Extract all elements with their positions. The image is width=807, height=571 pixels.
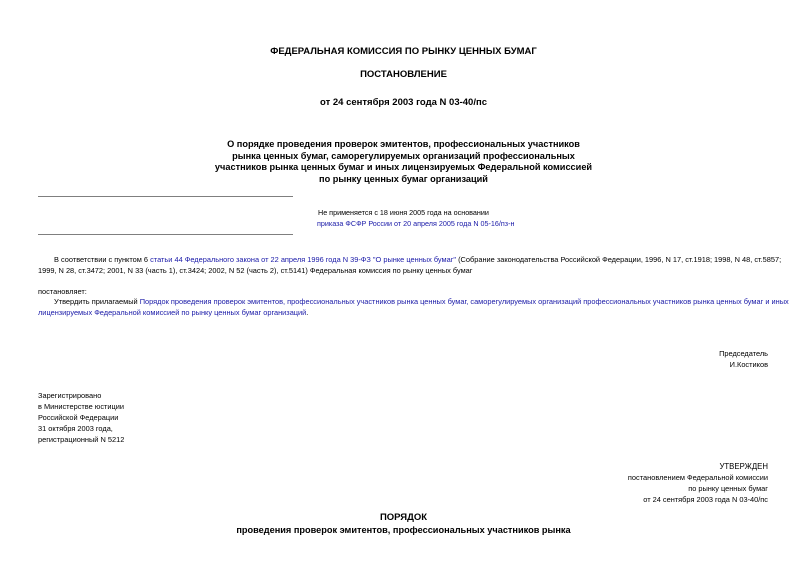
registration-line: 31 октября 2003 года, — [38, 424, 113, 433]
approved-line: по рынку ценных бумаг — [688, 484, 768, 493]
divider-bottom — [38, 234, 293, 235]
postanovlyaet-text: постановляет: — [38, 287, 87, 296]
preamble-text: В соответствии с пунктом 6 — [54, 255, 151, 264]
federal-law-link[interactable]: статьи 44 Федерального закона от 22 апреля 1996 года N 39-ФЗ "О рынке ценных бумаг" — [150, 255, 457, 264]
signature-title: Председатель — [719, 349, 768, 358]
order-document-link-cont[interactable]: лицензируемых Федеральной комиссией по рынку ценных бумаг организаций — [38, 308, 307, 317]
approved-heading: УТВЕРЖДЕН — [719, 462, 768, 471]
doc-title-line: участников рынка ценных бумаг и иных лицензируемых Федеральной комиссией — [214, 162, 593, 173]
registration-line: Зарегистрировано — [38, 391, 102, 400]
preamble-line: 1999, N 28, ст.3472; 2001, N 33 (часть 1), ст.3424; 2002, N 52 (часть 2), ст.5141) Федеральная комиссия по рынку ценных бумаг — [38, 266, 473, 275]
order-document-link[interactable]: Порядок проведения проверок эмитентов, профессиональных участников рынка ценных бумаг, саморегулируемых организаций профессиональных участников рынка ценных бумаг и иных — [139, 297, 789, 306]
approved-block — [628, 461, 768, 505]
registration-line: в Министерстве юстиции — [38, 402, 125, 411]
order-title: ПОРЯДОК — [379, 512, 428, 523]
signature-block — [719, 348, 768, 370]
preamble-paragraph — [38, 254, 782, 276]
notice-order-link[interactable]: приказа ФСФР России от 20 апреля 2005 года N 05-16/пз-н — [317, 219, 515, 228]
registration-block — [38, 390, 124, 445]
order-subtitle: проведения проверок эмитентов, профессиональных участников рынка — [236, 525, 571, 535]
doc-date-line: от 24 сентября 2003 года N 03-40/пс — [320, 97, 487, 108]
approval-line — [38, 296, 789, 307]
approved-line: постановлением Федеральной комиссии — [627, 473, 768, 482]
agency-heading: ФЕДЕРАЛЬНАЯ КОМИССИЯ ПО РЫНКУ ЦЕННЫХ БУМАГ — [270, 46, 537, 57]
signature-name: И.Костиков — [729, 360, 768, 369]
preamble-text: (Собрание законодательства Российской Федерации, 1996, N 17, ст.1918; 1998, N 48, ст.5857; — [456, 255, 782, 264]
divider-top — [38, 196, 293, 197]
approval-line — [38, 307, 778, 318]
registration-line: Российской Федерации — [38, 413, 119, 422]
approval-paragraph — [38, 296, 789, 318]
preamble-line — [38, 254, 782, 265]
doc-title-line: О порядке проведения проверок эмитентов, профессиональных участников — [227, 139, 580, 149]
notice-line: Не применяется с 18 июня 2005 года на основании — [318, 208, 489, 217]
doc-title-line: рынка ценных бумаг, саморегулируемых организаций профессиональных — [232, 150, 575, 161]
registration-line: регистрационный N 5212 — [38, 435, 125, 444]
doc-title-line: по рынку ценных бумаг организаций — [319, 173, 488, 184]
approved-line: от 24 сентября 2003 года N 03-40/пс — [643, 495, 768, 504]
doc-type-heading: ПОСТАНОВЛЕНИЕ — [360, 69, 447, 80]
doc-title — [0, 139, 807, 185]
approval-text: . — [306, 308, 309, 317]
approval-text: Утвердить прилагаемый — [54, 297, 140, 306]
